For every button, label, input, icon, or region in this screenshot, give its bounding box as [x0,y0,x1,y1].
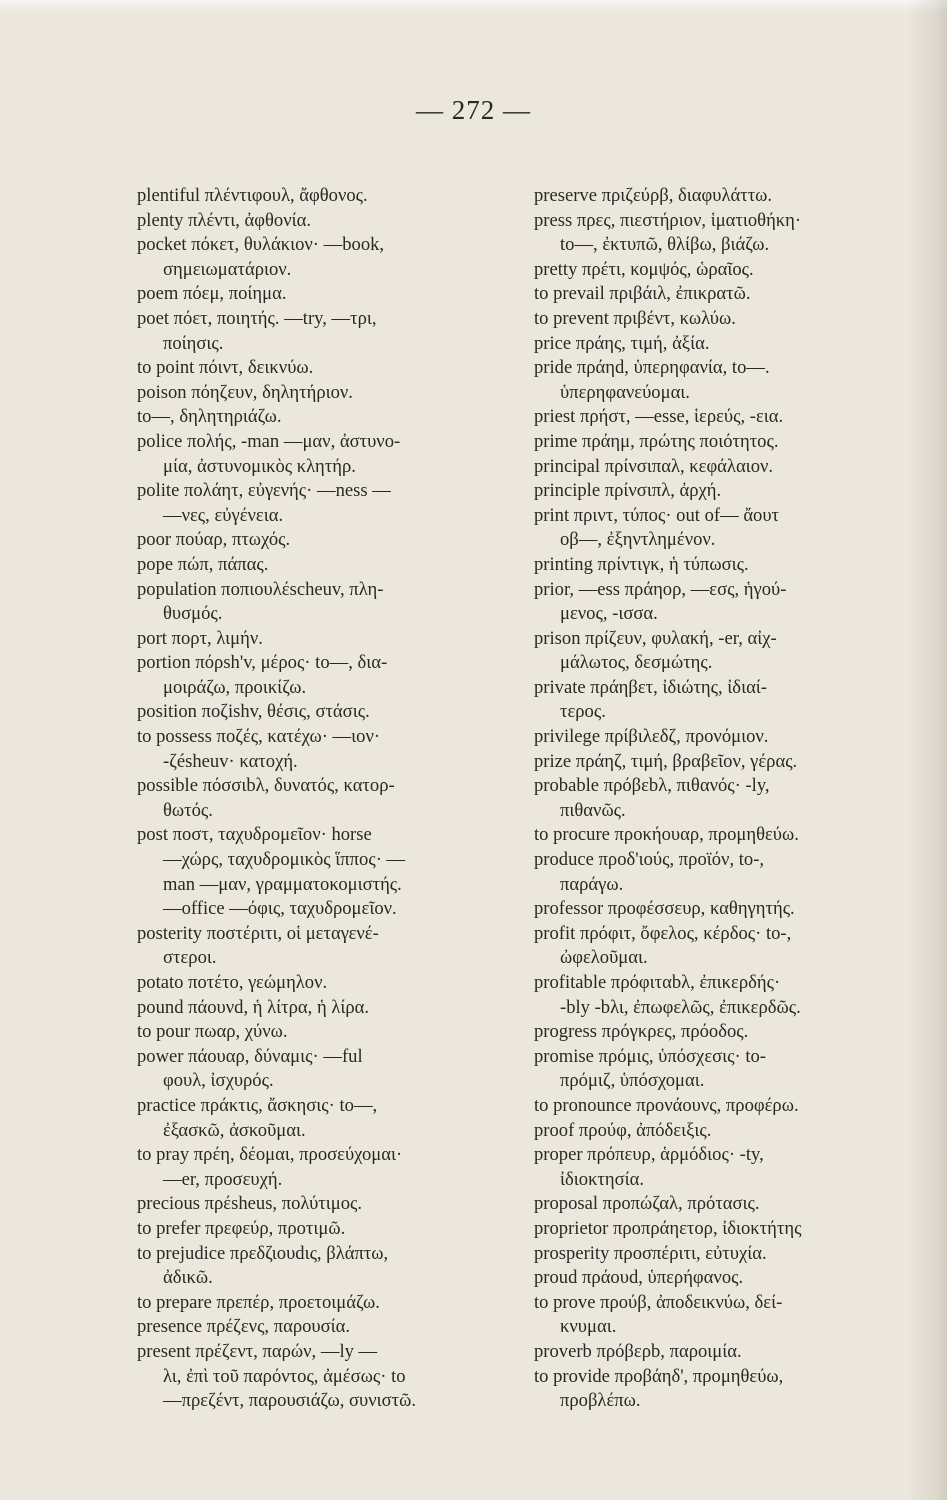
entry-headline: promise πρόμις, ὑπόσχεσις· to- [534,1045,767,1067]
dictionary-entry [534,1094,919,1119]
entry-headline: port πορτ, λιμήν. [137,627,263,649]
entry-headline: proper πρόπευρ, ἁρμόδιος· -ty, [534,1144,764,1166]
dictionary-entry [534,848,919,897]
entry-headline: to prove προύβ, ἀποδεικνύω, δεί- [534,1291,783,1313]
entry-headline: preserve πριζεύρβ, διαφυλάττω. [534,185,773,206]
entry-headline: poison πόηζευν, δηλητήριον. [137,381,353,403]
dictionary-entry [137,1020,537,1045]
entry-headline: to prepare πρεπέρ, προετοιμάζω. [137,1291,380,1313]
entry-continuation: πρόμιζ, ὑπόσχομαι. [560,1070,705,1092]
dictionary-entry [534,307,919,332]
dictionary-entry [534,455,919,480]
entry-continuation: παράγω. [560,873,624,895]
entry-continuation: ἐξασκῶ, ἀσκοῦμαι. [163,1119,306,1141]
entry-continuation: πιθανῶς. [560,799,626,821]
entry-headline: printing πρίντιγκ, ἡ τύπωσις. [534,553,749,575]
dictionary-entry [534,1143,919,1192]
entry-headline: to provide προβάηδ', προμηθεύω, [534,1365,784,1387]
entry-headline: proprietor προπράηετορ, ἰδιοκτήτης [534,1217,802,1239]
dictionary-entry [137,774,537,823]
entry-headline: to point πόιντ, δεικνύω. [137,357,314,379]
dictionary-entry [534,356,919,405]
entry-continuation: κνυμαι. [560,1316,617,1338]
entry-headline: portion πόρsh'v, μέρος· to—, δια- [137,652,388,674]
entry-headline: to prejudice πρεδζιουdις, βλάπτω, [137,1242,389,1264]
dictionary-entry [534,1020,919,1045]
dictionary-entry [534,1291,919,1340]
dictionary-entry [137,823,537,921]
entry-headline: posterity ποστέριτι, οἱ μεταγενέ- [137,922,379,944]
entry-headline: precious πρέsheus, πολύτιμος. [137,1193,363,1215]
dictionary-entry [137,1340,537,1414]
dictionary-entry [534,553,919,578]
dictionary-entry [534,1119,919,1144]
entry-headline: prize πράηζ, τιμή, βραβεῖον, γέρας. [534,750,798,772]
entry-headline: poem πόεμ, ποίημα. [137,283,287,305]
dictionary-entry [137,922,537,971]
entry-headline: plentiful πλέντιφουλ, ἄφθονος. [137,185,368,206]
entry-headline: produce προδ'ιούς, προϊόν, to-, [534,849,765,871]
entry-headline: to—, δηλητηριάζω. [137,406,282,428]
entry-headline: progress πρόγκρες, πρόοδος. [534,1021,749,1043]
page-top-shade [0,0,947,14]
entry-headline: post ποστ, ταχυδρομεῖον· horse [137,824,372,846]
entry-headline: to possess ποζές, κατέχω· —ιον· [137,726,381,748]
entry-headline: prior, —ess πράηορ, —εσς, ἡγού- [534,578,787,600]
entry-continuation: θωτός. [163,799,213,821]
entry-continuation: ἰδιοκτησία. [560,1168,645,1190]
entry-continuation: -ζésheuv· κατοχή. [163,750,298,772]
entry-continuation: θυσμός. [163,603,223,625]
dictionary-entry [534,332,919,357]
dictionary-entry [534,971,919,1020]
entry-headline: professor προφέσσευρ, καθηγητής. [534,898,795,920]
entry-headline: proposal προπώζαλ, πρότασις. [534,1193,760,1215]
dictionary-entry [137,651,537,700]
entry-continuation: ποίησις. [163,332,224,354]
dictionary-entry [534,1242,919,1267]
entry-continuation: ὠφελοῦμαι. [560,947,648,969]
dictionary-entry [137,1217,537,1242]
entry-headline: priest πρήστ, —esse, ἱερεύς, -εια. [534,406,784,428]
entry-headline: to prevent πριβέντ, κωλύω. [534,307,736,329]
dictionary-entry [137,1242,537,1291]
dictionary-entry [137,971,537,996]
entry-continuation: ὑπερηφανεύομαι. [560,381,690,403]
dictionary-entry [534,578,919,627]
entry-continuation: μενος, -ισσα. [560,603,658,625]
entry-headline: present πρέζεντ, παρών, —ly — [137,1340,378,1362]
dictionary-entry [534,504,919,553]
right-column [534,184,919,1414]
entry-headline: proof προύφ, ἀπόδειξις. [534,1119,712,1141]
dictionary-entry [534,897,919,922]
entry-headline: proud πράουd, ὑπερήφανος. [534,1267,744,1289]
entry-headline: police πολής, -man —μαν, ἀστυνο- [137,430,401,452]
entry-headline: to prefer πρεφεύρ, προτιμῶ. [137,1217,346,1239]
dictionary-entry [137,627,537,652]
dictionary-entry [137,381,537,406]
dictionary-entry [137,405,537,430]
dictionary-entry [534,1217,919,1242]
entry-continuation: μάλωτος, δεσμώτης. [560,652,713,674]
entry-headline: pride πράηd, ὑπερηφανία, to—. [534,357,770,379]
dictionary-entry [534,1365,919,1414]
dictionary-entry [137,578,537,627]
dictionary-entry [534,430,919,455]
entry-headline: to pronounce προνάουνς, προφέρω. [534,1094,799,1116]
entry-continuation: τερος. [560,701,606,723]
dictionary-entry [137,430,537,479]
entry-headline: pope πώπ, πάπας. [137,553,269,575]
entry-continuation: φουλ, ἰσχυρός. [163,1070,274,1092]
dictionary-entry [534,1045,919,1094]
entry-headline: position ποζishv, θέσις, στάσις. [137,701,370,723]
dictionary-entry [534,479,919,504]
entry-headline: to prevail πριβάιλ, ἐπικρατῶ. [534,283,751,305]
entry-headline: possible πόσσιbλ, δυνατός, κατορ- [137,775,395,797]
entry-headline: practice πράκτις, ἄσκησις· to—, [137,1094,378,1116]
entry-headline: pound πάουνd, ἡ λίτρα, ἡ λίρα. [137,996,370,1018]
entry-headline: pretty πρέτι, κομψός, ὡραῖος. [534,258,754,280]
entry-headline: profit πρόφιτ, ὄφελος, κέρδος· to-, [534,922,792,944]
entry-headline: poet πόετ, ποιητής. —try, —τρι, [137,307,377,329]
entry-continuation: λι, ἐπὶ τοῦ παρόντος, ἀμέσως· to [163,1365,406,1387]
entry-headline: probable πρόβεbλ, πιθανός· -ly, [534,775,770,797]
entry-headline: to pour πωαρ, χύνω. [137,1021,288,1043]
entry-headline: private πράηβετ, ἰδιώτης, ἰδιαί- [534,676,768,698]
entry-continuation: to—, ἐκτυπῶ, θλίβω, βιάζω. [560,234,770,256]
dictionary-entry [534,676,919,725]
entry-continuation: οβ—, ἐξηντλημένον. [560,529,716,551]
page-number: — 272 — [416,95,531,125]
entry-headline: presence πρέζενς, παρουσία. [137,1316,351,1338]
dictionary-entry [137,1192,537,1217]
entry-headline: prime πράημ, πρώτης ποιότητος. [534,430,779,452]
entry-headline: to pray πρέη, δέομαι, προσεύχομαι· [137,1144,403,1166]
entry-headline: poor πούαρ, πτωχός. [137,529,291,551]
entry-headline: potato ποτέτο, γεώμηλον. [137,972,328,993]
dictionary-entry [137,553,537,578]
dictionary-entry [534,209,919,258]
dictionary-entry [534,1192,919,1217]
entry-continuation: ἀδικῶ. [163,1267,213,1289]
entry-continuation: μοιράζω, προικίζω. [163,676,307,698]
entry-headline: print πριντ, τύπος· out of— ἄουτ [534,504,780,526]
entry-continuation: προβλέπω. [560,1390,641,1412]
entry-headline: principal πρίνσιπαλ, κεφάλαιον. [534,455,774,477]
entry-headline: proverb πρόβερb, παροιμία. [534,1340,742,1362]
dictionary-entry [137,233,537,282]
dictionary-entry [137,1291,537,1316]
dictionary-entry [137,1045,537,1094]
entry-continuation: —χώρς, ταχυδρομικὸς ἵππος· — [163,849,406,871]
dictionary-entry [137,700,537,725]
entry-headline: principle πρίνσιπλ, ἀρχή. [534,480,722,502]
entry-headline: polite πολάητ, εὐγενής· —ness — [137,480,391,502]
dictionary-entry [137,1094,537,1143]
dictionary-entry [137,209,537,234]
dictionary-entry [534,774,919,823]
entry-headline: profitable πρόφιταbλ, ἐπικερδής· [534,972,781,993]
entry-headline: plenty πλέντι, ἀφθονία. [137,209,311,231]
entry-continuation: -bly -bλι, ἐπωφελῶς, ἐπικερδῶς. [560,996,801,1018]
dictionary-entry [137,528,537,553]
entry-continuation: man —μαν, γραμματοκομιστής. [163,873,402,895]
dictionary-entry [137,307,537,356]
entry-continuation: μία, ἀστυνομικὸς κλητήρ. [163,455,356,477]
dictionary-entry [534,405,919,430]
dictionary-entry [534,750,919,775]
dictionary-entry [137,1143,537,1192]
dictionary-entry [534,1266,919,1291]
dictionary-entry [534,1340,919,1365]
entry-headline: prison πρίζευν, φυλακή, -er, αἰχ- [534,627,777,649]
dictionary-entry [137,479,537,528]
dictionary-entry [534,823,919,848]
dictionary-entry [137,356,537,381]
entry-continuation: σημειωματάριον. [163,258,292,280]
dictionary-entry [534,282,919,307]
dictionary-entry [137,184,537,209]
entry-headline: pocket πόκετ, θυλάκιον· —book, [137,234,385,256]
dictionary-entry [534,922,919,971]
dictionary-entry [137,996,537,1021]
dictionary-entry [137,725,537,774]
dictionary-entry [137,1315,537,1340]
dictionary-entry [534,258,919,283]
dictionary-entry [137,282,537,307]
entry-continuation: —νες, εὐγένεια. [163,504,284,526]
entry-headline: privilege πρίβιλεδζ, προνόμιον. [534,726,769,748]
entry-headline: population ποπιουλέscheuv, πλη- [137,578,384,600]
dictionary-entry [534,184,919,209]
entry-headline: press πρες, πιεστήριον, ἱματιοθήκη· [534,209,802,231]
dictionary-entry [534,725,919,750]
entry-continuation: —office —όφις, ταχυδρομεῖον. [163,898,397,920]
entry-continuation: —er, προσευχή. [163,1168,283,1190]
entry-headline: to procure προκήουαρ, προμηθεύω. [534,824,799,846]
dictionary-entry [534,627,919,676]
left-column [137,184,537,1414]
entry-headline: power πάουαρ, δύναμις· —ful [137,1045,363,1067]
entry-continuation: στεροι. [163,947,217,969]
entry-continuation: —πρεζέντ, παρουσιάζω, συνιστῶ. [163,1390,417,1412]
entry-headline: price πράης, τιμή, ἀξία. [534,332,710,354]
entry-headline: prosperity προσπέριτι, εὐτυχία. [534,1242,767,1264]
